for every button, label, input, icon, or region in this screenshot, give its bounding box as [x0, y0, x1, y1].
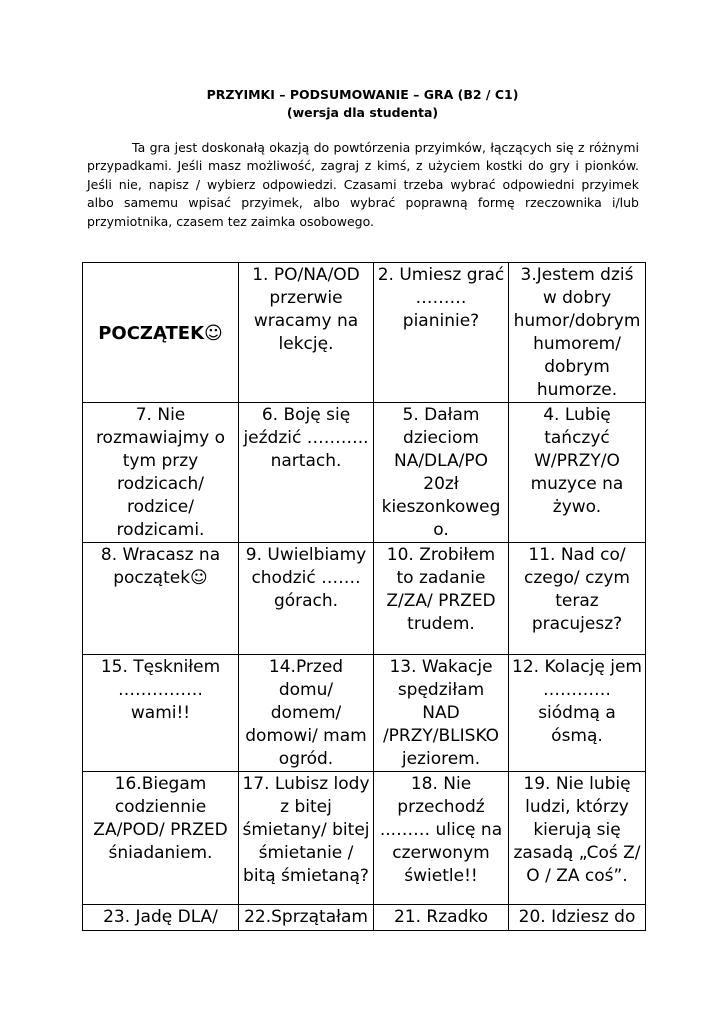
board-cell-7: 7. Nie rozmawiajmy o tym przy rodzicach/ rodzice/ rodzicami. — [83, 403, 239, 543]
board-cell-16: 16.Biegam codziennie ZA/POD/ PRZED śniadaniem. — [83, 772, 239, 905]
start-cell: POCZĄTEK☺ — [83, 263, 239, 403]
intro-paragraph: Ta gra jest doskonałą okazją do powtórzenia przyimków, łączących się z różnymi przypadkami. Jeśli masz możliwość, zagraj z kimś, z użyciem kostki do gry i pionków. Jeśli nie, napisz / wybierz odpowiedzi. Czasami trzeba wybrać odpowiedni przyimek albo samemu wpisać przyimek, albo wybrać poprawną formę rzeczownika i/lub przymiotnika, czasem tez zaimka osobowego. — [87, 140, 639, 229]
board-cell-23: 23. Jadę DLA/ — [83, 905, 239, 931]
document-title: PRZYIMKI – PODSUMOWANIE – GRA (B2 / C1) — [206, 87, 519, 102]
board-cell-8: 8. Wracasz na początek☺ — [83, 543, 239, 655]
board-cell-4: 4. Lubię tańczyć W/PRZY/O muzyce na żywo. — [509, 403, 646, 543]
board-row — [83, 403, 646, 543]
game-board — [82, 262, 646, 931]
board-row — [83, 543, 646, 655]
board-cell-3: 3.Jestem dziś w dobry humor/dobrym humorem/ dobrym humorze. — [509, 263, 646, 403]
board-cell-6: 6. Boję się jeździć ……….. nartach. — [239, 403, 374, 543]
board-cell-9: 9. Uwielbiamy chodzić ……. górach. — [239, 543, 374, 655]
document-subtitle: (wersja dla studenta) — [286, 105, 439, 120]
board-row — [83, 772, 646, 905]
board-cell-2: 2. Umiesz grać ……… pianinie? — [374, 263, 509, 403]
board-cell-13: 13. Wakacje spędziłam NAD /PRZY/BLISKO jeziorem. — [374, 655, 509, 772]
board-cell-14: 14.Przed domu/ domem/ domowi/ mam ogród. — [239, 655, 374, 772]
board-cell-21: 21. Rzadko — [374, 905, 509, 931]
board-cell-1: 1. PO/NA/OD przerwie wracamy na lekcję. — [239, 263, 374, 403]
board-row — [83, 655, 646, 772]
board-cell-20: 20. Idziesz do — [509, 905, 646, 931]
board-cell-22: 22.Sprzątałam — [239, 905, 374, 931]
board-cell-19: 19. Nie lubię ludzi, którzy kierują się zasadą „Coś Z/ O / ZA coś”. — [509, 772, 646, 905]
board-cell-5: 5. Dałam dzieciom NA/DLA/PO 20zł kieszonkowego. — [374, 403, 509, 543]
board-cell-17: 17. Lubisz lody z bitej śmietany/ bitej śmietanie / bitą śmietaną? — [239, 772, 374, 905]
document-title-block — [0, 86, 725, 122]
board-cell-10: 10. Zrobiłem to zadanie Z/ZA/ PRZED trudem. — [374, 543, 509, 655]
board-cell-11: 11. Nad co/ czego/ czym teraz pracujesz? — [509, 543, 646, 655]
board-cell-15: 15. Tęskniłem …………… wami!! — [83, 655, 239, 772]
board-cell-12: 12. Kolację jem ………… siódmą a ósmą. — [509, 655, 646, 772]
board-row — [83, 905, 646, 931]
board-cell-18: 18. Nie przechodź ...…… ulicę na czerwonym świetle!! — [374, 772, 509, 905]
board-row — [83, 263, 646, 403]
